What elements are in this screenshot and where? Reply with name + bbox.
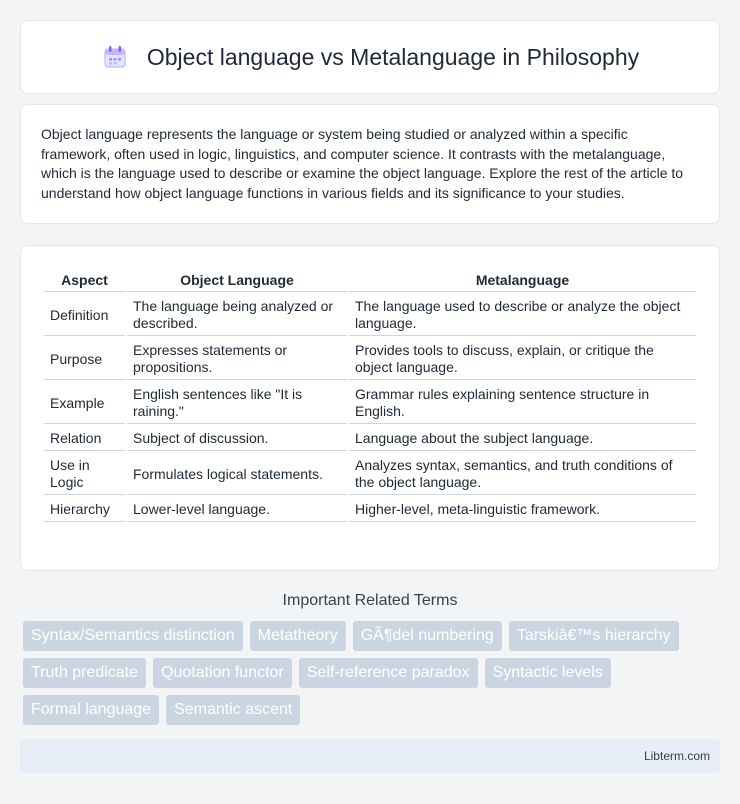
tag-syntax-semantics[interactable]: Syntax/Semantics distinction — [23, 621, 243, 651]
cell-aspect: Example — [44, 382, 125, 424]
tag-metatheory[interactable]: Metatheory — [250, 621, 346, 651]
table-row — [44, 497, 696, 522]
comparison-table — [42, 266, 698, 524]
cell-aspect: Relation — [44, 426, 125, 451]
table-row — [44, 338, 696, 380]
header-metalanguage: Metalanguage — [349, 268, 696, 292]
cell-object-language: Formulates logical statements. — [127, 453, 347, 495]
table-row — [44, 426, 696, 451]
related-terms-section — [20, 592, 720, 725]
cell-aspect: Purpose — [44, 338, 125, 380]
table-row — [44, 382, 696, 424]
related-terms-heading: Important Related Terms — [282, 592, 458, 609]
cell-aspect: Use in Logic — [44, 453, 125, 495]
cell-object-language: Expresses statements or propositions. — [127, 338, 347, 380]
cell-metalanguage: Grammar rules explaining sentence structure in English. — [349, 382, 696, 424]
tag-self-reference-paradox[interactable]: Self-reference paradox — [299, 658, 478, 688]
cell-object-language: Subject of discussion. — [127, 426, 347, 451]
cell-metalanguage: Analyzes syntax, semantics, and truth conditions of the object language. — [349, 453, 696, 495]
cell-object-language: The language being analyzed or described. — [127, 294, 347, 336]
cell-object-language: English sentences like "It is raining." — [127, 382, 347, 424]
cell-object-language: Lower-level language. — [127, 497, 347, 522]
table-row — [44, 453, 696, 495]
tag-semantic-ascent[interactable]: Semantic ascent — [166, 695, 300, 725]
intro-text: Object language represents the language or system being studied or analyzed within a specific framework, often used in logic, linguistics, and computer science. It contrasts with the metalanguage, which is the language used to describe or examine the object language. Explore the rest of the article to understand how object language functions in various fields and its significance to your studies. — [41, 126, 684, 201]
tag-truth-predicate[interactable]: Truth predicate — [23, 658, 146, 688]
header-aspect: Aspect — [44, 268, 125, 292]
tag-syntactic-levels[interactable]: Syntactic levels — [485, 658, 611, 688]
related-terms-tags — [20, 621, 720, 725]
tag-godel-numbering[interactable]: GÃ¶del numbering — [353, 621, 502, 651]
comparison-table-card — [20, 245, 720, 571]
footer-site-link[interactable]: Libterm.com — [643, 749, 710, 763]
table-header-row — [44, 268, 696, 292]
cell-metalanguage: Language about the subject language. — [349, 426, 696, 451]
footer — [20, 739, 720, 773]
calendar-icon — [101, 43, 129, 71]
cell-aspect: Definition — [44, 294, 125, 336]
title-card — [20, 20, 720, 94]
intro-card — [20, 104, 720, 224]
page-title: Object language vs Metalanguage in Philosophy — [146, 43, 640, 70]
tag-formal-language[interactable]: Formal language — [23, 695, 159, 725]
tag-tarski-hierarchy[interactable]: Tarskiâ€™s hierarchy — [509, 621, 679, 651]
cell-aspect: Hierarchy — [44, 497, 125, 522]
tag-quotation-functor[interactable]: Quotation functor — [153, 658, 292, 688]
cell-metalanguage: Provides tools to discuss, explain, or critique the object language. — [349, 338, 696, 380]
cell-metalanguage: The language used to describe or analyze the object language. — [349, 294, 696, 336]
cell-metalanguage: Higher-level, meta-linguistic framework. — [349, 497, 696, 522]
table-row — [44, 294, 696, 336]
header-object-language: Object Language — [127, 268, 347, 292]
